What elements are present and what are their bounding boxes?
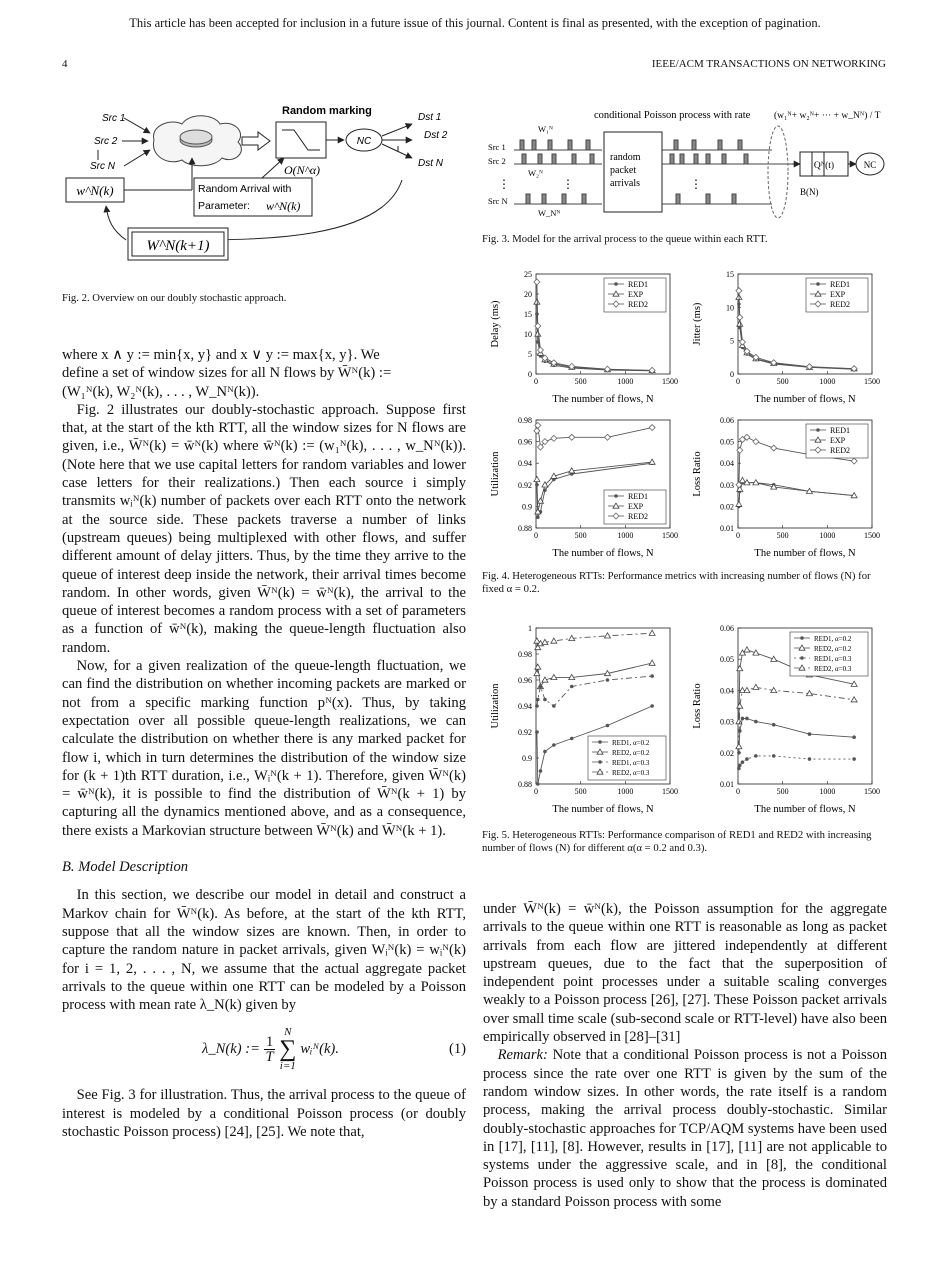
equation-denominator: T [265, 1048, 274, 1065]
data-point [543, 698, 547, 702]
section-heading: B. Model Description [62, 859, 189, 876]
remark-label: Remark: [497, 1047, 548, 1064]
y-tick-label: 0.06 [720, 416, 734, 425]
nc-label: NC [863, 160, 877, 170]
x-axis-label: The number of flows, N [754, 548, 856, 559]
y-tick-label: 0.92 [518, 728, 532, 737]
x-tick-label: 0 [736, 531, 740, 540]
y-tick-label: 0.06 [720, 624, 734, 633]
y-tick-label: 10 [726, 303, 734, 313]
src-label: Src 1 [488, 142, 506, 152]
x-tick-label: 1500 [662, 787, 678, 796]
y-tick-label: 0.01 [720, 524, 734, 533]
nc-label: NC [356, 136, 372, 147]
right-column [483, 900, 887, 1211]
paragraph: under W̄ᴺ(k) = w̄ᴺ(k), the Poisson assumption for the aggregate arrivals to the queue within one RTT is reasonable as long as packet arrivals from each flow are jittered independently at different upstream queues, due to the fact that the superposition of independent point processes under a suitable scaling converges weakly to a Poisson process [26], [27]. These Poisson packet arrivals over small time scale (sub-second scale or RTT-level) have also been empirically observed in [28]–[31] [483, 901, 887, 1046]
figure-3 [482, 104, 887, 230]
data-point [772, 754, 776, 758]
y-tick-label: 0 [730, 370, 734, 379]
x-axis-label: The number of flows, N [552, 804, 654, 815]
data-point [536, 698, 540, 702]
y-tick-label: 0.88 [518, 524, 532, 533]
x-tick-label: 500 [574, 377, 587, 386]
chart-utilization [484, 414, 684, 562]
equation-number: (1) [448, 1041, 466, 1058]
chart-fig5-utilization [484, 622, 684, 818]
buffer-label: B(N) [800, 187, 819, 197]
x-axis-label: The number of flows, N [754, 804, 856, 815]
data-point [816, 428, 820, 432]
legend-label: RED1 [628, 492, 648, 501]
x-tick-label: 1000 [819, 787, 836, 796]
y-tick-label: 0.05 [720, 437, 734, 447]
data-point [552, 743, 556, 747]
y-tick-label: 15 [524, 310, 532, 319]
equation-rhs: wᵢᴺ(k). [300, 1041, 339, 1058]
svg-text:⋮: ⋮ [562, 177, 574, 191]
equation-1 [62, 1026, 466, 1072]
x-tick-label: 1000 [819, 531, 836, 540]
src-label: Src N [488, 196, 508, 206]
x-tick-label: 1000 [617, 377, 634, 386]
rate-formula: (w₁ᴺ+ w₂ᴺ+ ··· + w_Nᴺ) / T [774, 111, 881, 121]
legend [806, 278, 868, 312]
y-tick-label: 0.98 [518, 416, 532, 425]
y-tick-label: 5 [730, 336, 734, 346]
data-point [539, 685, 543, 689]
data-point [606, 724, 610, 728]
legend-label: RED1, α=0.2 [612, 739, 650, 747]
data-point [536, 782, 540, 786]
dst-label: Dst N [418, 158, 443, 169]
x-tick-label: 500 [776, 531, 789, 540]
order-label: O(N^α) [284, 163, 321, 177]
data-point [598, 740, 602, 744]
y-axis-label: Loss Ratio [692, 683, 703, 729]
data-point [535, 704, 539, 708]
legend-label: RED2, α=0.3 [612, 769, 650, 777]
paragraph: Now, for a given realization of the queue-length fluctuation, we can find the distribution on whether incoming packets are marked or not from a specific marking function pᴺ(x). Thus, by taking expectation over all possible queue-length realizations, we can calculate the distribution on whether there is any marked packet for flow i, which in turn determines the distribution of the window size for (k + 1)th RTT duration, i.e., Wᵢᴺ(k + 1). Therefore, given W̄ᴺ(k) = w̄ᴺ(k), it is possible to find the distribution of W̄ᴺ(k + 1) by capturing all the dynamics mentioned above, and as a consequence, there exists a Markovian structure between W̄ᴺ(k) and W̄ᴺ(k + 1). [62, 658, 466, 839]
y-tick-label: 0.05 [720, 655, 734, 665]
sum-upper: N [284, 1026, 292, 1039]
x-tick-label: 0 [534, 531, 538, 540]
equation-lhs: λ_N(k) := [202, 1041, 260, 1058]
chart-loss-ratio [686, 414, 886, 562]
src-label: Src 2 [488, 156, 506, 166]
y-tick-label: 25 [524, 270, 532, 279]
y-tick-label: 0.92 [518, 480, 532, 490]
data-point [614, 494, 618, 498]
w-label: W_Nᴺ [538, 208, 561, 218]
legend [604, 490, 666, 524]
data-point [800, 656, 804, 660]
legend-label: RED2, α=0.2 [612, 749, 650, 757]
src-label: Src 1 [102, 113, 126, 124]
data-point [614, 282, 618, 286]
paragraph: See Fig. 3 for illustration. Thus, the arrival process to the queue of interest is modeled by a conditional Poisson process (or doubly stochastic Poisson process) [24], [25]. We note that, [62, 1087, 466, 1140]
y-axis-label: Jitter (ms) [692, 302, 703, 346]
data-point [606, 678, 610, 682]
dst-label: Dst 2 [424, 130, 448, 141]
random-marking-label: Random marking [282, 105, 372, 117]
figure-2 [62, 100, 467, 280]
legend [806, 424, 868, 458]
legend [790, 632, 868, 676]
journal-name: IEEE/ACM TRANSACTIONS ON NETWORKING [651, 58, 886, 70]
y-tick-label: 15 [726, 270, 734, 279]
legend-label: RED1, α=0.2 [814, 635, 852, 643]
legend-label: RED2, α=0.3 [814, 665, 852, 673]
data-point [598, 760, 602, 764]
y-tick-label: 0.96 [518, 676, 532, 685]
y-tick-label: 1 [528, 624, 532, 633]
data-point [852, 735, 856, 739]
x-tick-label: 1500 [662, 531, 678, 540]
y-tick-label: 0.88 [518, 780, 532, 789]
data-point [543, 750, 547, 754]
chart-delay [484, 268, 684, 408]
data-point [808, 757, 812, 761]
paragraph: (W₁ᴺ(k), W₂ᴺ(k), . . . , W_Nᴺ(k)). [62, 383, 260, 400]
y-axis-label: Utilization [490, 683, 501, 729]
queue-label: Qᴺ(t) [813, 161, 835, 171]
y-tick-label: 10 [524, 330, 532, 339]
y-tick-label: 0.01 [720, 780, 734, 789]
data-point [738, 729, 742, 733]
x-tick-label: 1000 [819, 377, 836, 386]
y-tick-label: 20 [524, 290, 532, 299]
sum-lower: i=1 [279, 1060, 296, 1073]
sum-icon: ∑ [279, 1036, 297, 1063]
feedback-label: W^N(k+1) [146, 238, 210, 254]
data-point [570, 737, 574, 741]
fig4-caption: Fig. 4. Heterogeneous RTTs: Performance metrics with increasing number of flows (N) for fixed α = 0.2. [482, 570, 871, 595]
y-axis-label: Utilization [490, 451, 501, 497]
y-tick-label: 0.04 [720, 459, 734, 469]
w-label: W₂ᴺ [528, 168, 543, 178]
legend-label: RED1 [628, 280, 648, 289]
data-point [552, 704, 556, 708]
x-tick-label: 1500 [864, 787, 880, 796]
paragraph: Fig. 2 illustrates our doubly-stochastic approach. Suppose first that, at the start of the kth RTT, all the window sizes for N flows are given, i.e., W̄ᴺ(k) = w̄ᴺ(k) where w̄ᴺ(k) := (w₁ᴺ(k), . . . , w_Nᴺ(k)). (Note here that we use capital letters for random variables and lower case letters for their realizations.) Then each source i simply transmits wᵢᴺ(k) number of packets over each RTT onto the network at the source side. These packets traverse a number of links (upstream queues) being multiplexed with other flows, and suffer different amount of delay jitters. Thus, by the time they arrive to the queue of interest deep inside the network, their arrival times become random. In other words, given W̄ᴺ(k) = w̄ᴺ(k), the arrival to the queue of interest becomes a random process with a set of parameters as a function of w̄ᴺ(k), making the queue-length fluctuation also random. [62, 401, 466, 656]
chart-jitter [686, 268, 886, 408]
legend-label: EXP [628, 290, 644, 299]
x-axis-label: The number of flows, N [552, 548, 654, 559]
x-tick-label: 0 [534, 787, 538, 796]
acceptance-banner: This article has been accepted for inclusion in a future issue of this journal. Content is final as presented, with the exception of pagination. [129, 16, 821, 30]
fig5-caption: Fig. 5. Heterogeneous RTTs: Performance comparison of RED1 and RED2 with increasing number of flows (N) for different α(α = 0.2 and 0.3). [482, 829, 872, 854]
y-tick-label: 0.03 [720, 480, 734, 490]
legend-label: RED2 [830, 300, 850, 309]
data-point [745, 757, 749, 761]
box-line: packet [610, 165, 637, 176]
src-label: Src 2 [94, 136, 118, 147]
fig2-caption: Fig. 2. Overview on our doubly stochastic approach. [62, 292, 287, 304]
random-arrival-param: w^N(k) [266, 199, 301, 213]
svg-text:⋮: ⋮ [690, 177, 702, 191]
x-tick-label: 1000 [617, 531, 634, 540]
data-point [650, 674, 654, 678]
y-tick-label: 0.9 [522, 502, 532, 512]
window-state-label: w^N(k) [76, 183, 114, 198]
paragraph: In this section, we describe our model in detail and construct a Markov chain for W̄ᴺ(k). As before, at the start of the kth RTT, suppose that all the window sizes are known. Then, in order to capture the random nature in packet arrivals, given Wᵢᴺ(k) = wᵢᴺ(k) for i = 1, 2, . . . , N, we assume that the actual aggregate packet arrivals to the queue within one RTT can be modeled by a Poisson process with mean rate λ_N(k) given by [62, 887, 466, 1014]
data-point [737, 767, 741, 771]
x-tick-label: 1500 [662, 377, 678, 386]
x-tick-label: 0 [736, 377, 740, 386]
y-axis-label: Delay (ms) [490, 300, 501, 348]
data-point [772, 723, 776, 727]
data-point [816, 282, 820, 286]
legend [604, 278, 666, 312]
legend-label: RED1, α=0.3 [814, 655, 852, 663]
svg-text:⋮: ⋮ [498, 177, 510, 191]
y-tick-label: 0.94 [518, 459, 532, 469]
network-cloud-icon [153, 116, 241, 166]
random-arrival-line1: Random Arrival with [198, 183, 292, 195]
chart-fig5-loss-ratio [686, 622, 886, 818]
data-point [852, 757, 856, 761]
x-tick-label: 500 [574, 531, 587, 540]
data-point [737, 751, 741, 755]
y-tick-label: 0.9 [522, 754, 532, 763]
x-tick-label: 500 [776, 377, 789, 386]
x-tick-label: 0 [534, 377, 538, 386]
y-tick-label: 5 [528, 350, 532, 359]
data-point [539, 769, 543, 773]
x-tick-label: 1000 [617, 787, 634, 796]
legend-label: RED2 [830, 446, 850, 455]
data-point [800, 636, 804, 640]
box-line: random [610, 152, 641, 163]
data-point [754, 720, 758, 724]
legend-label: EXP [830, 290, 846, 299]
dst-label: Dst 1 [418, 112, 442, 123]
data-point [754, 754, 758, 758]
src-label: Src N [90, 161, 115, 172]
x-tick-label: 500 [776, 787, 789, 796]
legend-label: EXP [830, 436, 846, 445]
rate-label: conditional Poisson process with rate [594, 110, 751, 121]
x-tick-label: 0 [736, 787, 740, 796]
legend-label: RED1, α=0.3 [612, 759, 650, 767]
x-axis-label: The number of flows, N [552, 394, 654, 405]
y-tick-label: 0.04 [720, 686, 734, 696]
legend-label: RED1 [830, 426, 850, 435]
random-arrival-line2: Parameter: [198, 200, 250, 212]
left-column [62, 346, 466, 1141]
data-point [745, 717, 749, 721]
x-tick-label: 1500 [864, 531, 880, 540]
equation-numerator: 1 [265, 1033, 274, 1050]
data-point [536, 515, 540, 519]
data-point [741, 760, 745, 764]
y-tick-label: 0.96 [518, 437, 532, 447]
box-line: arrivals [610, 178, 640, 189]
x-tick-label: 500 [574, 787, 587, 796]
y-tick-label: 0.03 [720, 717, 734, 727]
data-point [808, 732, 812, 736]
fig3-caption: Fig. 3. Model for the arrival process to the queue within each RTT. [482, 233, 768, 245]
data-point [738, 763, 742, 767]
y-tick-label: 0.94 [518, 702, 532, 711]
data-point [741, 717, 745, 721]
legend-label: RED2 [628, 512, 648, 521]
paragraph: Note that a conditional Poisson process is not a Poisson process since the rate over one RTT is given by the sum of the random window sizes. In other words, the rate itself is a random process, making the arrival process doubly-stochastic. Similar doubly-stochastic approaches for TCP/AQM systems have been used in [17], [11], [8]. However, results in [17], [11] are not applicable to systems under the aggressive scale, and in [8], the conditional Poisson process is used only to show that the process is dominated by a standard Poisson process with some [483, 1047, 887, 1210]
paragraph: define a set of window sizes for all N flows by W̄ᴺ(k) := [62, 365, 392, 382]
legend [588, 736, 666, 780]
y-tick-label: 0.02 [720, 748, 734, 758]
legend-label: RED2, α=0.2 [814, 645, 852, 653]
x-tick-label: 1500 [864, 377, 880, 386]
legend-label: EXP [628, 502, 644, 511]
data-point [650, 704, 654, 708]
paragraph: where x ∧ y := min{x, y} and x ∨ y := max{x, y}. We [62, 347, 380, 363]
data-point [570, 685, 574, 689]
data-point [535, 730, 539, 734]
x-axis-label: The number of flows, N [754, 394, 856, 405]
page-number: 4 [62, 58, 68, 70]
w-label: W₁ᴺ [538, 124, 553, 134]
legend-label: RED2 [628, 300, 648, 309]
y-tick-label: 0.02 [720, 502, 734, 512]
legend-label: RED1 [830, 280, 850, 289]
y-axis-label: Loss Ratio [692, 451, 703, 497]
y-tick-label: 0 [528, 370, 532, 379]
y-tick-label: 0.98 [518, 650, 532, 659]
